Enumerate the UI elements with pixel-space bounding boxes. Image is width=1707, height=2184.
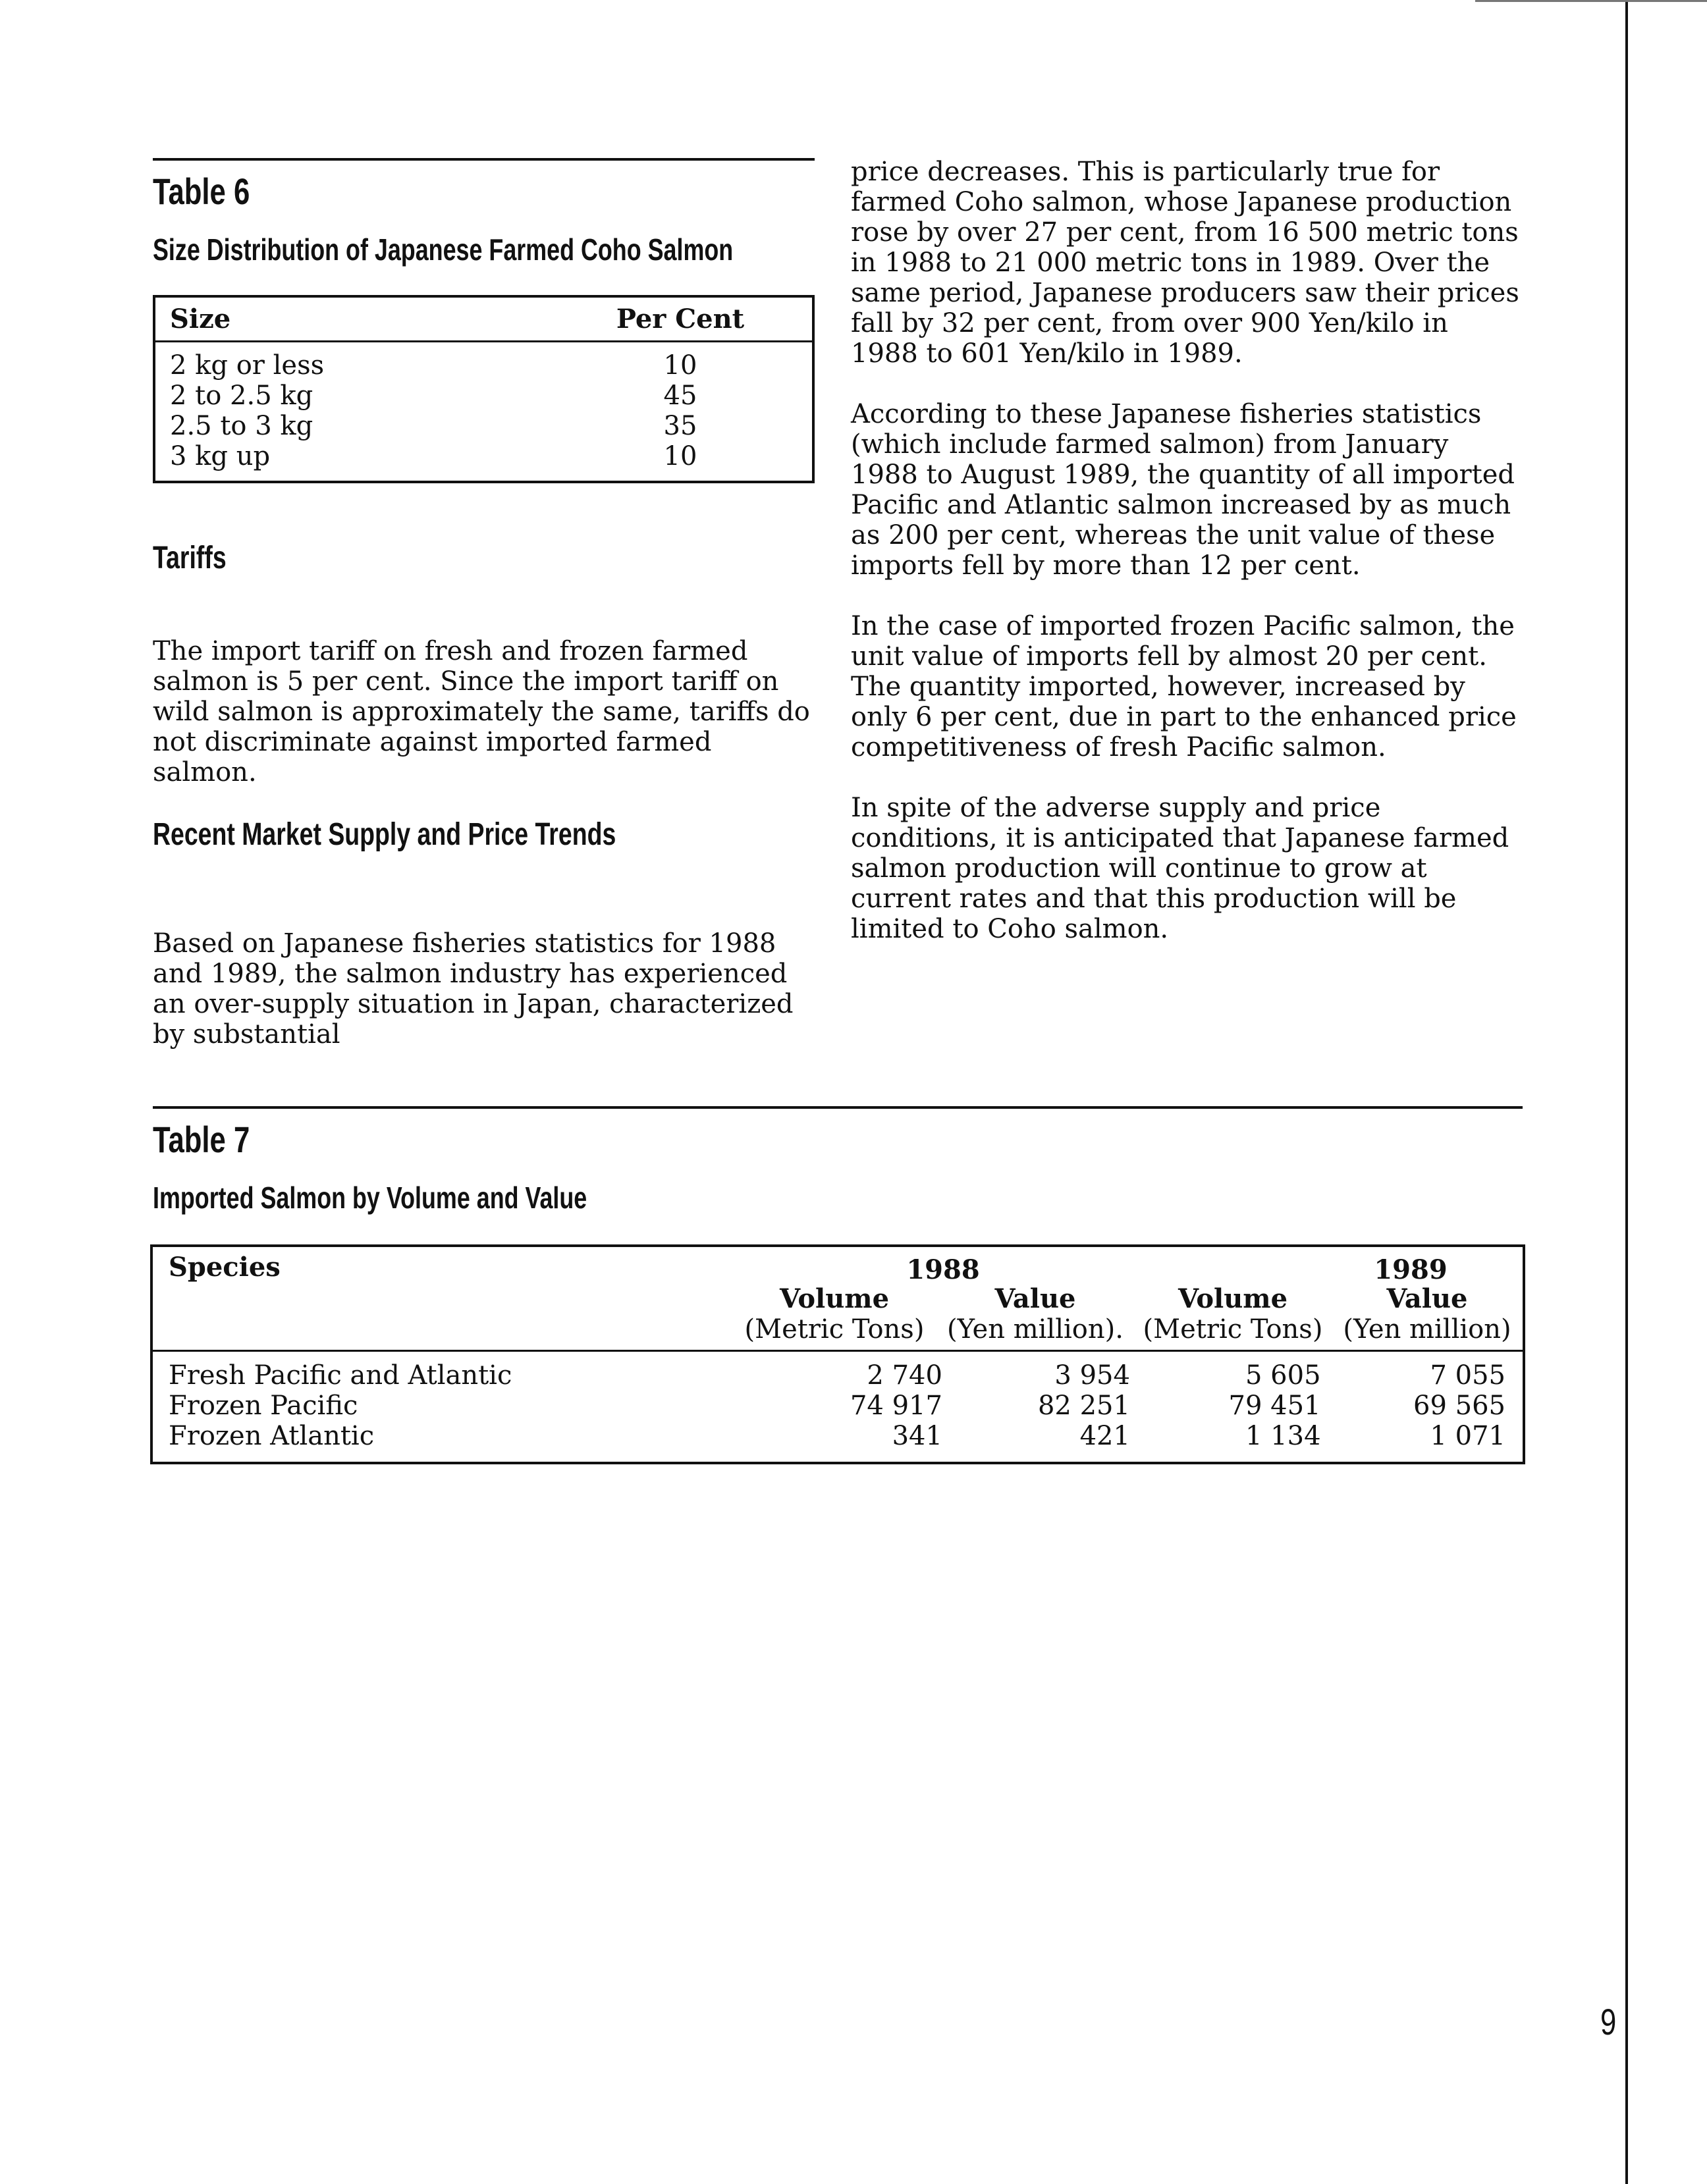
tariffs-heading: Tariffs [153,541,227,575]
table7-column-headers [732,1284,1523,1345]
table-row [169,1421,1505,1451]
table7-top-rule [153,1106,1523,1109]
table7-volume-header: Volume [1178,1283,1288,1314]
table6-cell-size: 3 kg up [170,441,271,471]
table6-subtitle: Size Distribution of Japanese Farmed Coho Salmon [153,232,734,267]
table7-value-unit: (Yen million). [947,1314,1124,1345]
table-row [169,1360,1505,1391]
top-edge-line [1475,0,1707,2]
table-row [170,441,799,471]
table7-cell-volume-1989: 79 451 [1228,1391,1321,1421]
table7-value-unit: (Yen million) [1343,1314,1511,1345]
table6-box [153,295,815,483]
table6 [170,304,799,471]
table7-cell-volume-1989: 5 605 [1245,1360,1321,1391]
table-row [170,381,799,411]
table7-box [150,1244,1525,1464]
table7-cell-value-1989: 69 565 [1413,1391,1505,1421]
page-edge-line [1625,0,1628,2184]
table6-cell-size: 2 kg or less [170,350,325,381]
table7-cell-volume-1988: 74 917 [850,1391,942,1421]
table7-cell-value-1988: 82 251 [1037,1391,1130,1421]
table7-volume-unit: (Metric Tons) [744,1314,925,1345]
table7-header-divider [153,1350,1523,1352]
table7-cell-value-1989: 7 055 [1430,1360,1505,1391]
table7-header-species: Species [169,1252,281,1283]
table6-cell-percent: 35 [663,411,697,441]
right-column-text [851,157,1523,974]
table7-cell-volume-1988: 341 [892,1421,942,1451]
paragraph-frozen-pacific: In the case of imported frozen Pacific salmon, the unit value of imports fell by almost 20 per cent. The quantity imported, however, increased by only 6 per cent, due in part to the enhanced price competitiveness of fresh Pacific salmon. [851,611,1517,762]
table6-cell-percent: 10 [663,350,697,381]
table7-volume-header: Volume [779,1283,890,1314]
table7-cell-value-1989: 1 071 [1430,1421,1505,1451]
table6-cell-size: 2 to 2.5 kg [170,381,313,411]
table7-cell-volume-1988: 2 740 [867,1360,942,1391]
table-row [170,350,799,381]
table6-header-size: Size [170,304,231,334]
table6-cell-size: 2.5 to 3 kg [170,411,313,441]
paragraph-price-decreases: price decreases. This is particularly true for farmed Coho salmon, whose Japanese production rose by over 27 per cent, from 16 500 metric tons in 1988 to 21 000 metric tons in 1989. Over the same period, Japanese producers saw their prices fall by 32 per cent, from over 900 Yen/kilo in 1988 to 601 Yen/kilo in 1989. [851,157,1519,369]
table7-cell-species: Fresh Pacific and Atlantic [169,1360,512,1391]
table7-value-header: Value [1386,1283,1468,1314]
table7-body [169,1360,1505,1451]
page-number: 9 [1600,2001,1617,2042]
table7-cell-value-1988: 421 [1079,1421,1130,1451]
table7-subtitle: Imported Salmon by Volume and Value [153,1181,587,1215]
table7-cell-value-1988: 3 954 [1054,1360,1130,1391]
table7-cell-volume-1989: 1 134 [1245,1421,1321,1451]
table6-header-percent: Per Cent [616,304,745,334]
table7-title: Table 7 [153,1119,250,1160]
table7-year-1988: 1988 [906,1254,980,1285]
table-row [170,411,799,441]
table-row [169,1391,1505,1421]
market-paragraph: Based on Japanese fisheries statistics for 1988 and 1989, the salmon industry has experienced an over-supply situation in Japan, characterized by substantial [153,928,794,1050]
paragraph-statistics: According to these Japanese fisheries statistics (which include farmed salmon) from January 1988 to August 1989, the quantity of all imported Pacific and Atlantic salmon increased by as much as 200 per cent, whereas the unit value of these imports fell by more than 12 per cent. [851,399,1515,581]
table7-volume-unit: (Metric Tons) [1143,1314,1323,1345]
table6-top-rule [153,158,815,161]
table7-year-1989: 1989 [1374,1254,1448,1285]
table6-header-row [170,304,799,350]
paragraph-outlook: In spite of the adverse supply and price conditions, it is anticipated that Japanese farmed salmon production will continue to grow at current rates and that this production will be limited to Coho salmon. [851,793,1509,944]
table6-cell-percent: 10 [663,441,697,471]
market-heading: Recent Market Supply and Price Trends [153,817,616,852]
table7-cell-species: Frozen Pacific [169,1391,358,1421]
table7-value-header: Value [994,1283,1076,1314]
table6-cell-percent: 45 [663,381,697,411]
table6-title: Table 6 [153,171,250,212]
tariffs-paragraph: The import tariff on fresh and frozen farmed salmon is 5 per cent. Since the import tariff on wild salmon is approximately the same, tariffs do not discriminate against imported farmed salmon. [153,636,810,787]
table7-cell-species: Frozen Atlantic [169,1421,375,1451]
